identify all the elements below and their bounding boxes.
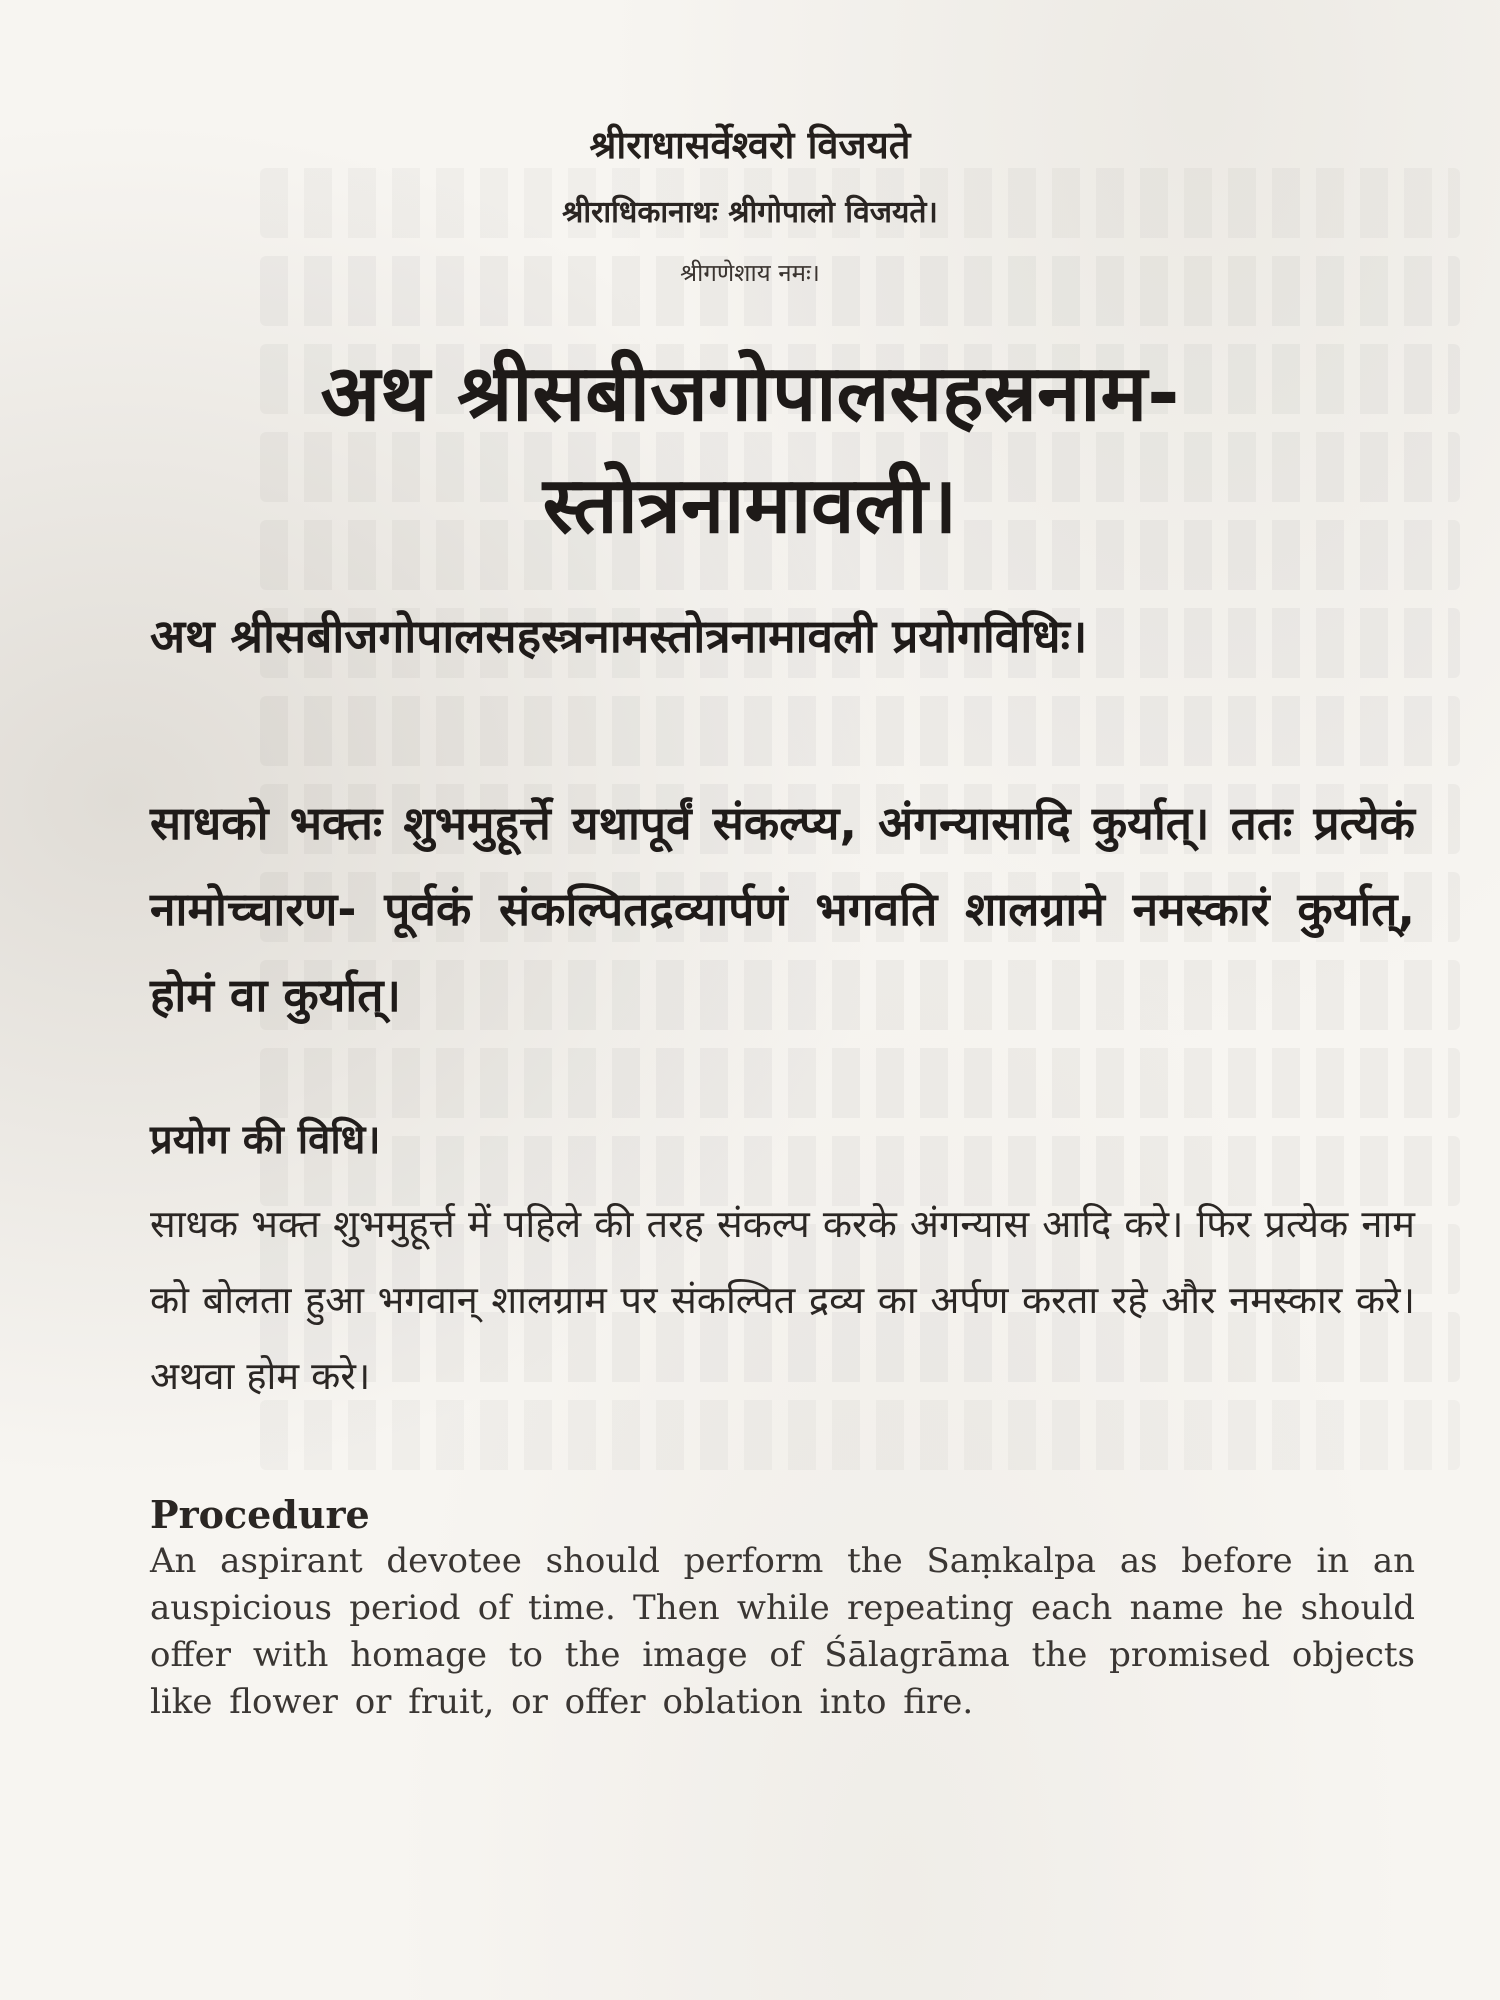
hindi-heading: प्रयोग की विधि। (150, 1117, 381, 1163)
invocation-line-3: श्रीगणेशाय नमः। (680, 259, 820, 287)
page-title (0, 338, 1500, 562)
english-paragraph: An aspirant devotee should perform the Saṃkalpa as before in an auspicious period of time. Then while repeating each name he should offer with homage to the image of Śālagrāma the promised objects like flower or fruit, or offer oblation into fire. (150, 1541, 1415, 1722)
invocation-line-2: श्रीराधिकानाथः श्रीगोपालो विजयते। (562, 195, 938, 230)
faint-page-header (640, 8, 1000, 56)
title-line-1: अथ श्रीसबीजगोपालसहस्रनाम- (320, 349, 1180, 439)
sanskrit-paragraph: साधको भक्तः शुभमुहूर्त्ते यथापूर्वं संकल्प्य, अंगन्यासादि कुर्यात्। ततः प्रत्येकं नामोच्चारण- पूर्वकं संकल्पितद्रव्यार्पणं भगवति शालग्रामे नमस्कारं कुर्यात्, होमं वा कुर्यात्। (150, 796, 1415, 1022)
section-heading: अथ श्रीसबीजगोपालसहस्त्रनामस्तोत्रनामावली प्रयोगविधिः। (150, 609, 1088, 663)
hindi-paragraph: साधक भक्त शुभमुहूर्त्त में पहिले की तरह संकल्प करके अंगन्यास आदि करे। फिर प्रत्येक नाम को बोलता हुआ भगवान् शालग्राम पर संकल्पित द्रव्य का अर्पण करता रहे और नमस्कार करे। अथवा होम करे। (150, 1202, 1415, 1398)
title-line-2: स्तोत्रनामावली। (542, 461, 958, 551)
invocation-line-1: श्रीराधासर्वेश्वरो विजयते (589, 123, 911, 167)
english-heading: Procedure (150, 1492, 370, 1537)
